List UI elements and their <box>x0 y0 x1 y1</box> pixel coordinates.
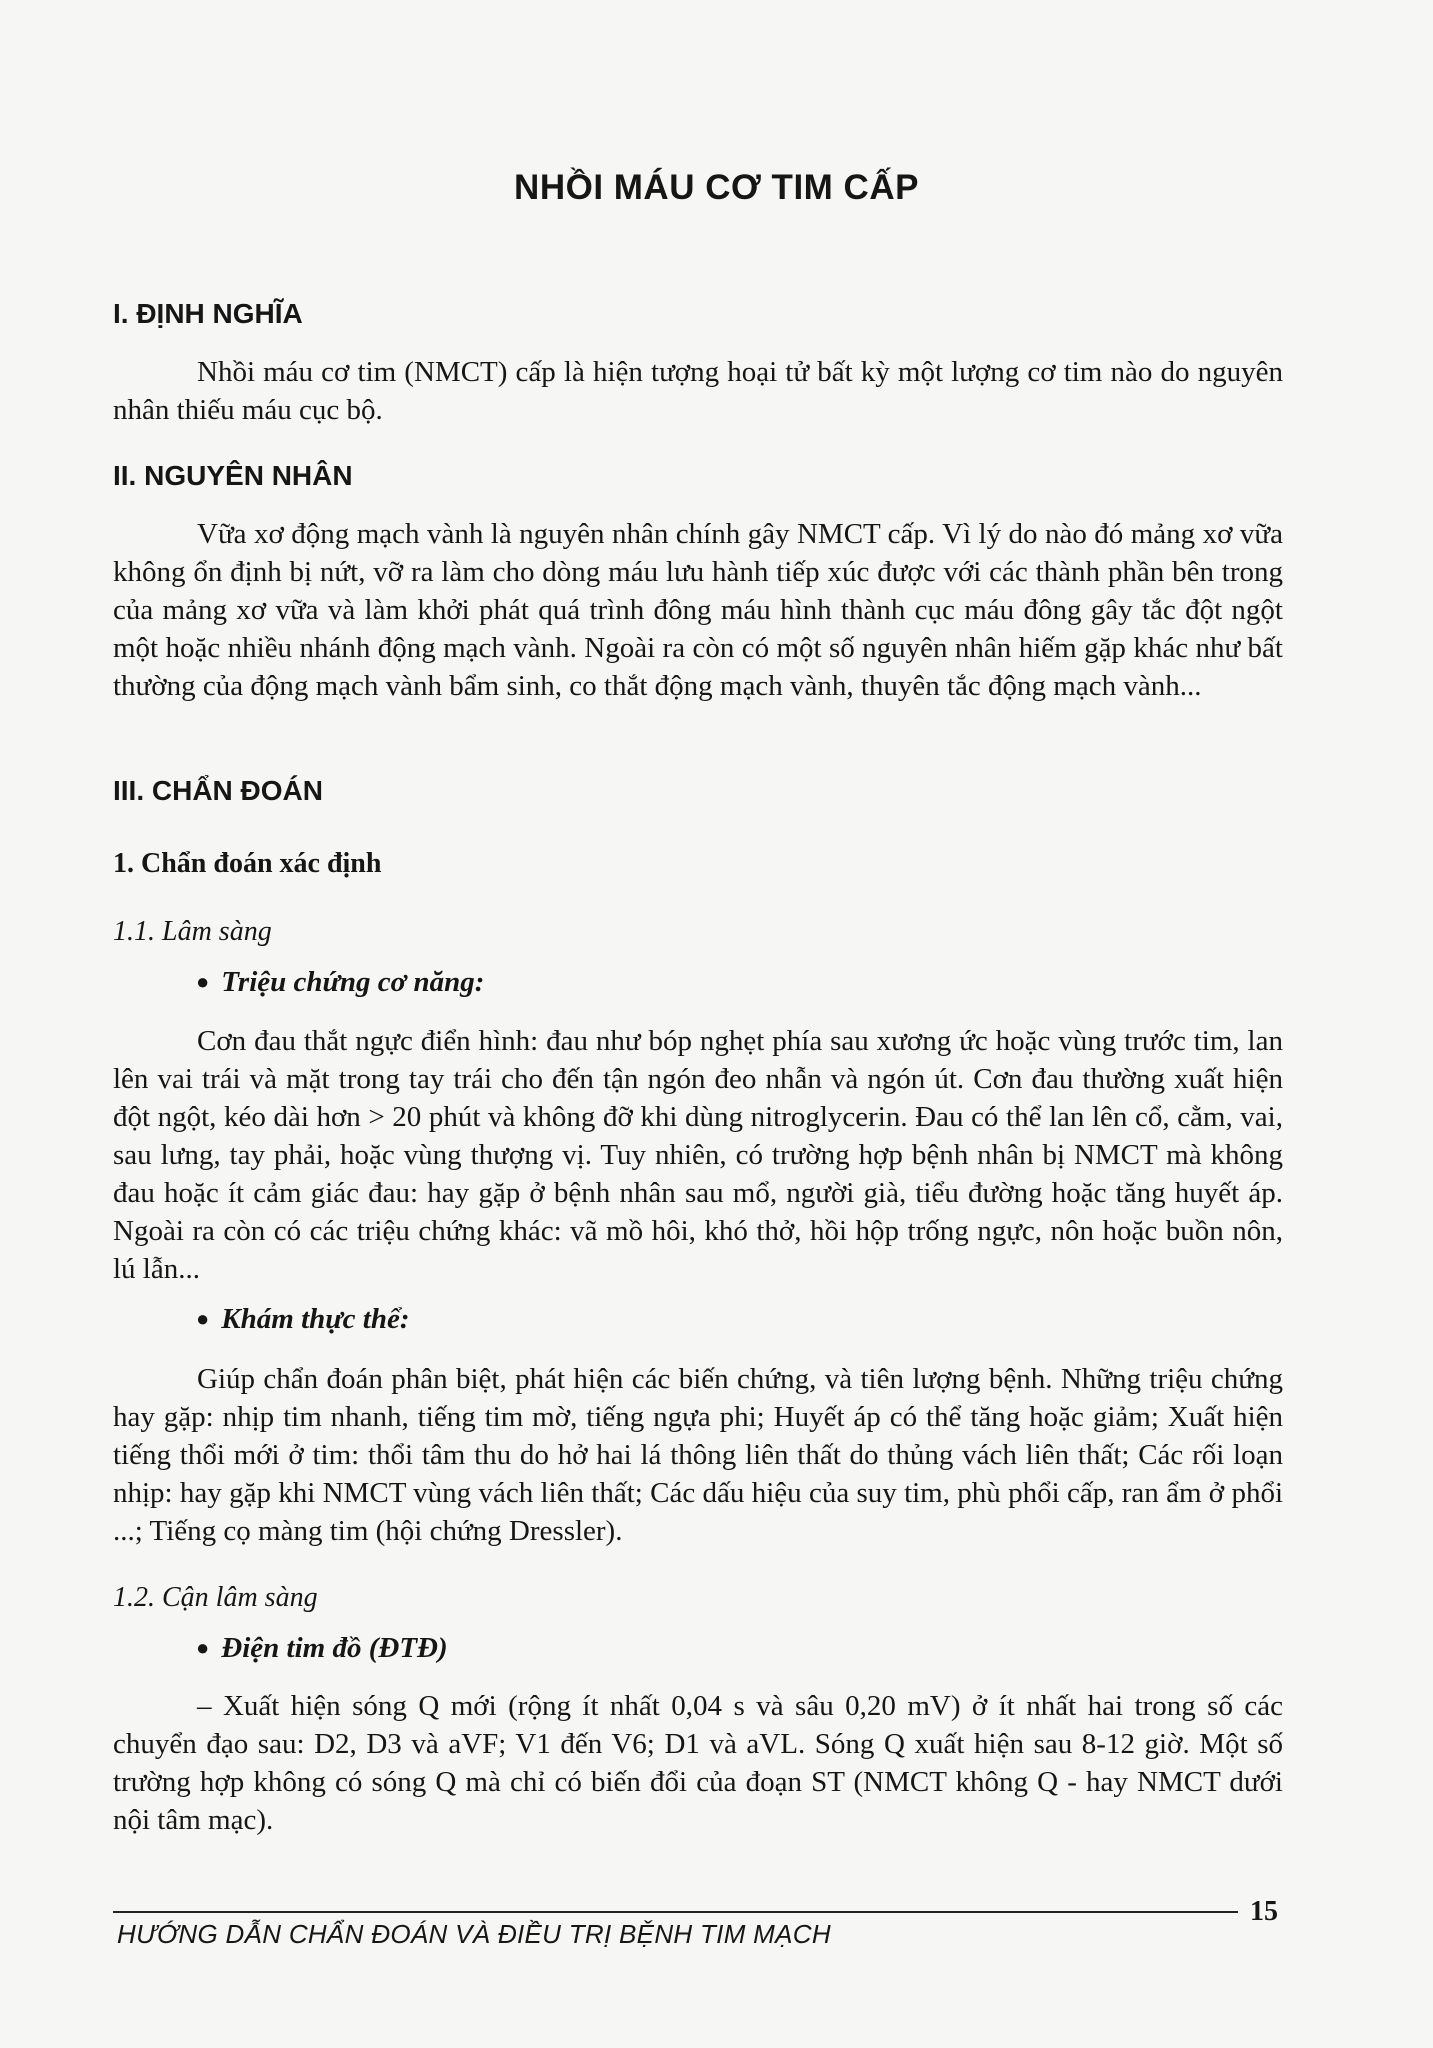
subheading-clinical: 1.1. Lâm sàng <box>113 916 272 947</box>
bullet-exam <box>196 1303 409 1336</box>
bullet-dot-icon: ● <box>196 1306 210 1331</box>
heading-definition: I. ĐỊNH NGHĨA <box>113 298 303 329</box>
bullet-symptoms-label: Triệu chứng cơ năng: <box>221 966 485 998</box>
page-number: 15 <box>1250 1896 1278 1927</box>
bullet-ecg <box>196 1632 448 1665</box>
bullet-dot-icon: ● <box>196 969 210 994</box>
bullet-dot-icon: ● <box>196 1635 210 1660</box>
paragraph-symptoms: Cơn đau thắt ngực điển hình: đau như bóp nghẹt phía sau xương ức hoặc vùng trước tim, lan lên vai trái và mặt trong tay trái cho đến tận ngón đeo nhẫn và ngón út. Cơn đau thường xuất hiện đột ngột, kéo dài hơn > 20 phút và không đỡ khi dùng nitroglycerin. Đau có thể lan lên cổ, cằm, vai, sau lưng, tay phải, hoặc vùng thượng vị. Tuy nhiên, có trường hợp bệnh nhân bị NMCT mà không đau hoặc ít cảm giác đau: hay gặp ở bệnh nhân sau mổ, người già, tiểu đường hoặc tăng huyết áp. Ngoài ra còn có các triệu chứng khác: vã mồ hôi, khó thở, hồi hộp trống ngực, nôn hoặc buồn nôn, lú lẫn... <box>113 1025 1283 1285</box>
heading-diagnosis: III. CHẨN ĐOÁN <box>113 775 323 806</box>
paragraph-ecg: – Xuất hiện sóng Q mới (rộng ít nhất 0,04 s và sâu 0,20 mV) ở ít nhất hai trong số các chuyển đạo sau: D2, D3 và aVF; V1 đến V6; D1 và aVL. Sóng Q xuất hiện sau 8-12 giờ. Một số trường hợp không có sóng Q mà chỉ có biến đổi của đoạn ST (NMCT không Q - hay NMCT dưới nội tâm mạc). <box>113 1690 1283 1836</box>
bullet-ecg-label: Điện tim đồ (ĐTĐ) <box>221 1632 448 1664</box>
footer-divider <box>113 1911 1238 1913</box>
page-title: NHỒI MÁU CƠ TIM CẤP <box>514 168 919 207</box>
paragraph-causes: Vữa xơ động mạch vành là nguyên nhân chính gây NMCT cấp. Vì lý do nào đó mảng xơ vữa không ổn định bị nứt, vỡ ra làm cho dòng máu lưu hành tiếp xúc được với các thành phần bên trong của mảng xơ vữa và làm khởi phát quá trình đông máu hình thành cục máu đông gây tắc đột ngột một hoặc nhiều nhánh động mạch vành. Ngoài ra còn có một số nguyên nhân hiếm gặp khác như bất thường của động mạch vành bẩm sinh, co thắt động mạch vành, thuyên tắc động mạch vành... <box>113 518 1283 702</box>
paragraph-definition: Nhồi máu cơ tim (NMCT) cấp là hiện tượng hoại tử bất kỳ một lượng cơ tim nào do nguyên nhân thiếu máu cục bộ. <box>113 356 1283 426</box>
footer-running-title: HƯỚNG DẪN CHẨN ĐOÁN VÀ ĐIỀU TRỊ BỆNH TIM MẠCH <box>117 1919 831 1949</box>
heading-causes: II. NGUYÊN NHÂN <box>113 460 353 491</box>
bullet-exam-label: Khám thực thể: <box>221 1303 410 1335</box>
paragraph-exam: Giúp chẩn đoán phân biệt, phát hiện các biến chứng, và tiên lượng bệnh. Những triệu chứng hay gặp: nhịp tim nhanh, tiếng tim mờ, tiếng ngựa phi; Huyết áp có thể tăng hoặc giảm; Xuất hiện tiếng thổi mới ở tim: thổi tâm thu do hở hai lá thông liên thất do thủng vách liên thất; Các rối loạn nhịp: hay gặp khi NMCT vùng vách liên thất; Các dấu hiệu của suy tim, phù phổi cấp, ran ẩm ở phổi ...; Tiếng cọ màng tim (hội chứng Dressler). <box>113 1363 1283 1547</box>
bullet-symptoms <box>196 966 484 999</box>
subheading-paraclinical: 1.2. Cận lâm sàng <box>113 1582 318 1613</box>
subheading-definitive-diagnosis: 1. Chẩn đoán xác định <box>113 848 382 879</box>
